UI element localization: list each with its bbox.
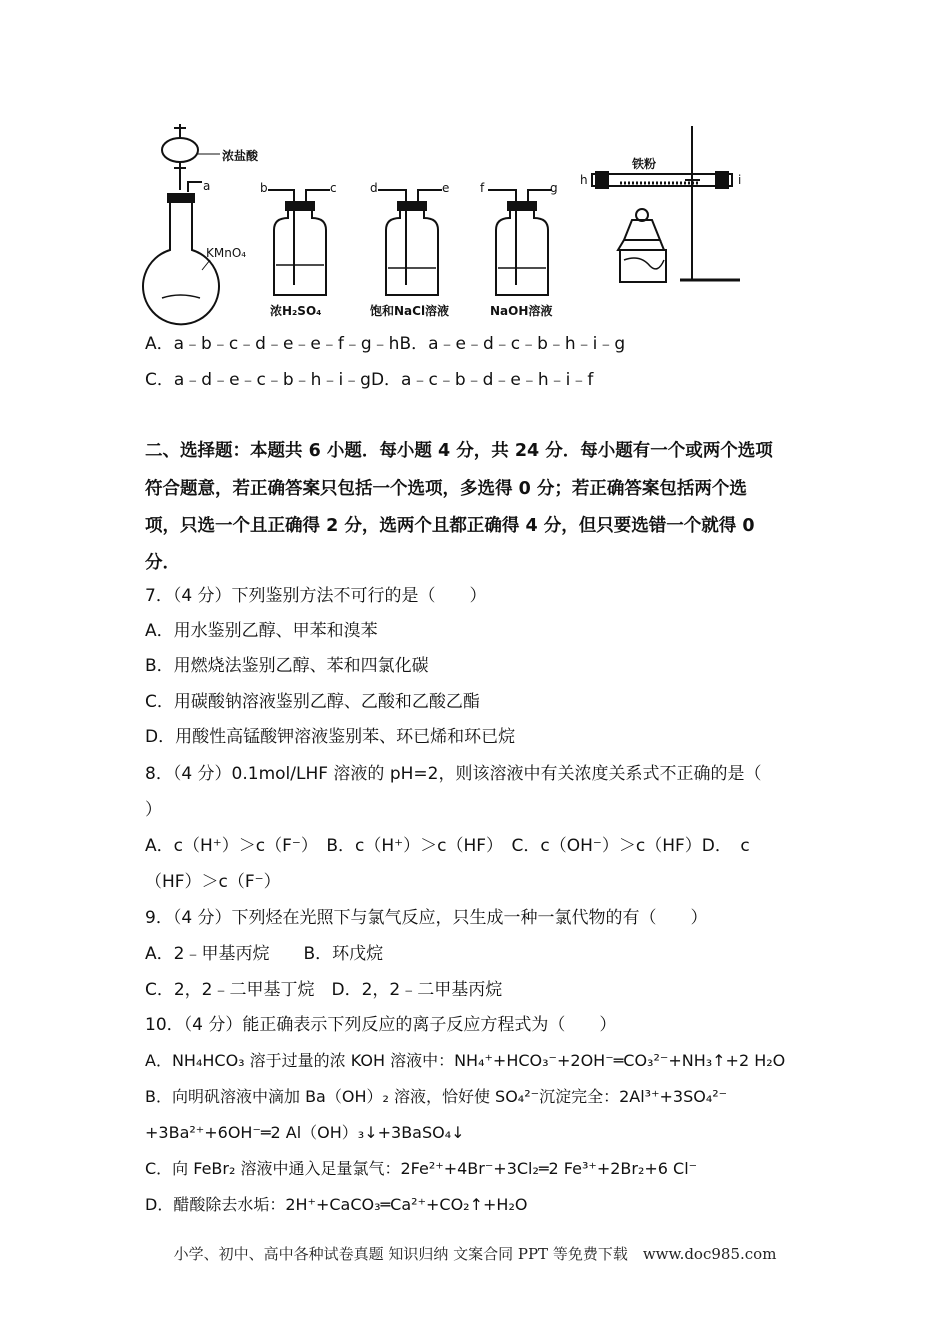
wash-bottle-naoh: [488, 190, 552, 295]
label-bottle-naoh: NaOH溶液: [490, 304, 553, 318]
label-g: g: [550, 181, 558, 195]
label-c: c: [330, 181, 337, 195]
q7-option-d: D．用酸性高锰酸钾溶液鉴别苯、环已烯和环已烷: [145, 727, 516, 747]
label-f: f: [480, 181, 485, 195]
label-i: i: [738, 173, 742, 187]
q10-option-b-line2: +3Ba²⁺+6OH⁻═2 Al（OH）₃↓+3BaSO₄↓: [145, 1123, 465, 1142]
q10-option-b-line1: B．向明矾溶液中滴加 Ba（OH）₂ 溶液，恰好使 SO₄²⁻沉淀完全：2Al³⁺+3SO₄²⁻: [145, 1087, 728, 1106]
iron-tube-assembly: [592, 126, 740, 282]
q8-options-line1: A．c（H⁺）＞c（F⁻） B．c（H⁺）＞c（HF） C．c（OH⁻）＞c（HF）D． c: [145, 836, 750, 856]
label-b: b: [260, 181, 268, 195]
label-e: e: [442, 181, 450, 195]
q8-options-line2: （HF）＞c（F⁻）: [145, 872, 281, 892]
q8-stem-line1: 8．（4 分）0.1mol/LHF 溶液的 pH=2，则该溶液中有关浓度关系式不正确的是（: [145, 764, 762, 784]
q6-options-line2: C．a﹣d﹣e﹣c﹣b﹣h﹣i﹣gD．a﹣c﹣b﹣d﹣e﹣h﹣i﹣f: [145, 370, 594, 390]
q10-option-a: A．NH₄HCO₃ 溶于过量的浓 KOH 溶液中：NH₄⁺+HCO₃⁻+2OH⁻═CO₃²⁻+NH₃↑+2 H₂O: [145, 1051, 786, 1070]
label-d: d: [370, 181, 378, 195]
q8-stem-line2: ）: [145, 800, 162, 820]
section2-line4: 分．: [145, 553, 180, 573]
q10-stem: 10．（4 分）能正确表示下列反应的离子反应方程式为（ ）: [145, 1015, 617, 1035]
q6-options-line1: A．a﹣b﹣c﹣d﹣e﹣e﹣f﹣g﹣hB．a﹣e﹣d﹣c﹣b﹣h﹣i﹣g: [145, 334, 626, 354]
q7-option-b: B．用燃烧法鉴别乙醇、苯和四氯化碳: [145, 656, 429, 676]
q9-options-line1: A．2﹣甲基丙烷 B．环戊烷: [145, 944, 384, 964]
wash-bottle-nacl: [378, 190, 442, 295]
label-bottle-nacl: 饱和NaCl溶液: [370, 304, 450, 318]
q9-options-line2: C．2，2﹣二甲基丁烷 D．2，2﹣二甲基丙烷: [145, 980, 503, 1000]
apparatus-figure: [140, 120, 760, 330]
q7-option-a: A．用水鉴别乙醇、甲苯和溴苯: [145, 621, 378, 641]
section2-line2: 符合题意，若正确答案只包括一个选项，多选得 0 分；若正确答案包括两个选: [145, 479, 747, 499]
q7-option-c: C．用碳酸钠溶液鉴别乙醇、乙酸和乙酸乙酯: [145, 692, 480, 712]
section2-line1: 二、选择题：本题共 6 小题．每小题 4 分，共 24 分．每小题有一个或两个选项: [145, 441, 773, 461]
wash-bottle-h2so4: [268, 190, 330, 295]
label-h: h: [580, 173, 588, 187]
q10-option-c: C．向 FeBr₂ 溶液中通入足量氯气：2Fe²⁺+4Br⁻+3Cl₂═2 Fe³⁺+2Br₂+6 Cl⁻: [145, 1159, 698, 1178]
section2-line3: 项，只选一个且正确得 2 分，选两个且都正确得 4 分，但只要选错一个就得 0: [145, 516, 755, 536]
label-a: a: [203, 179, 211, 193]
label-bottle-h2so4: 浓H₂SO₄: [270, 304, 322, 318]
q9-stem: 9．（4 分）下列烃在光照下与氯气反应，只生成一种一氯代物的有（ ）: [145, 908, 708, 928]
label-conc-hcl: 浓盐酸: [222, 149, 259, 163]
q7-stem: 7．（4 分）下列鉴别方法不可行的是（ ）: [145, 586, 487, 606]
page-footer: 小学、初中、高中各种试卷真题 知识归纳 文案合同 PPT 等免费下载 www.doc985.com: [173, 1245, 777, 1263]
label-iron-powder: 铁粉: [632, 157, 657, 171]
q10-option-d: D．醋酸除去水垢：2H⁺+CaCO₃═Ca²⁺+CO₂↑+H₂O: [145, 1195, 528, 1214]
label-kmno4: KMnO₄: [206, 246, 247, 260]
